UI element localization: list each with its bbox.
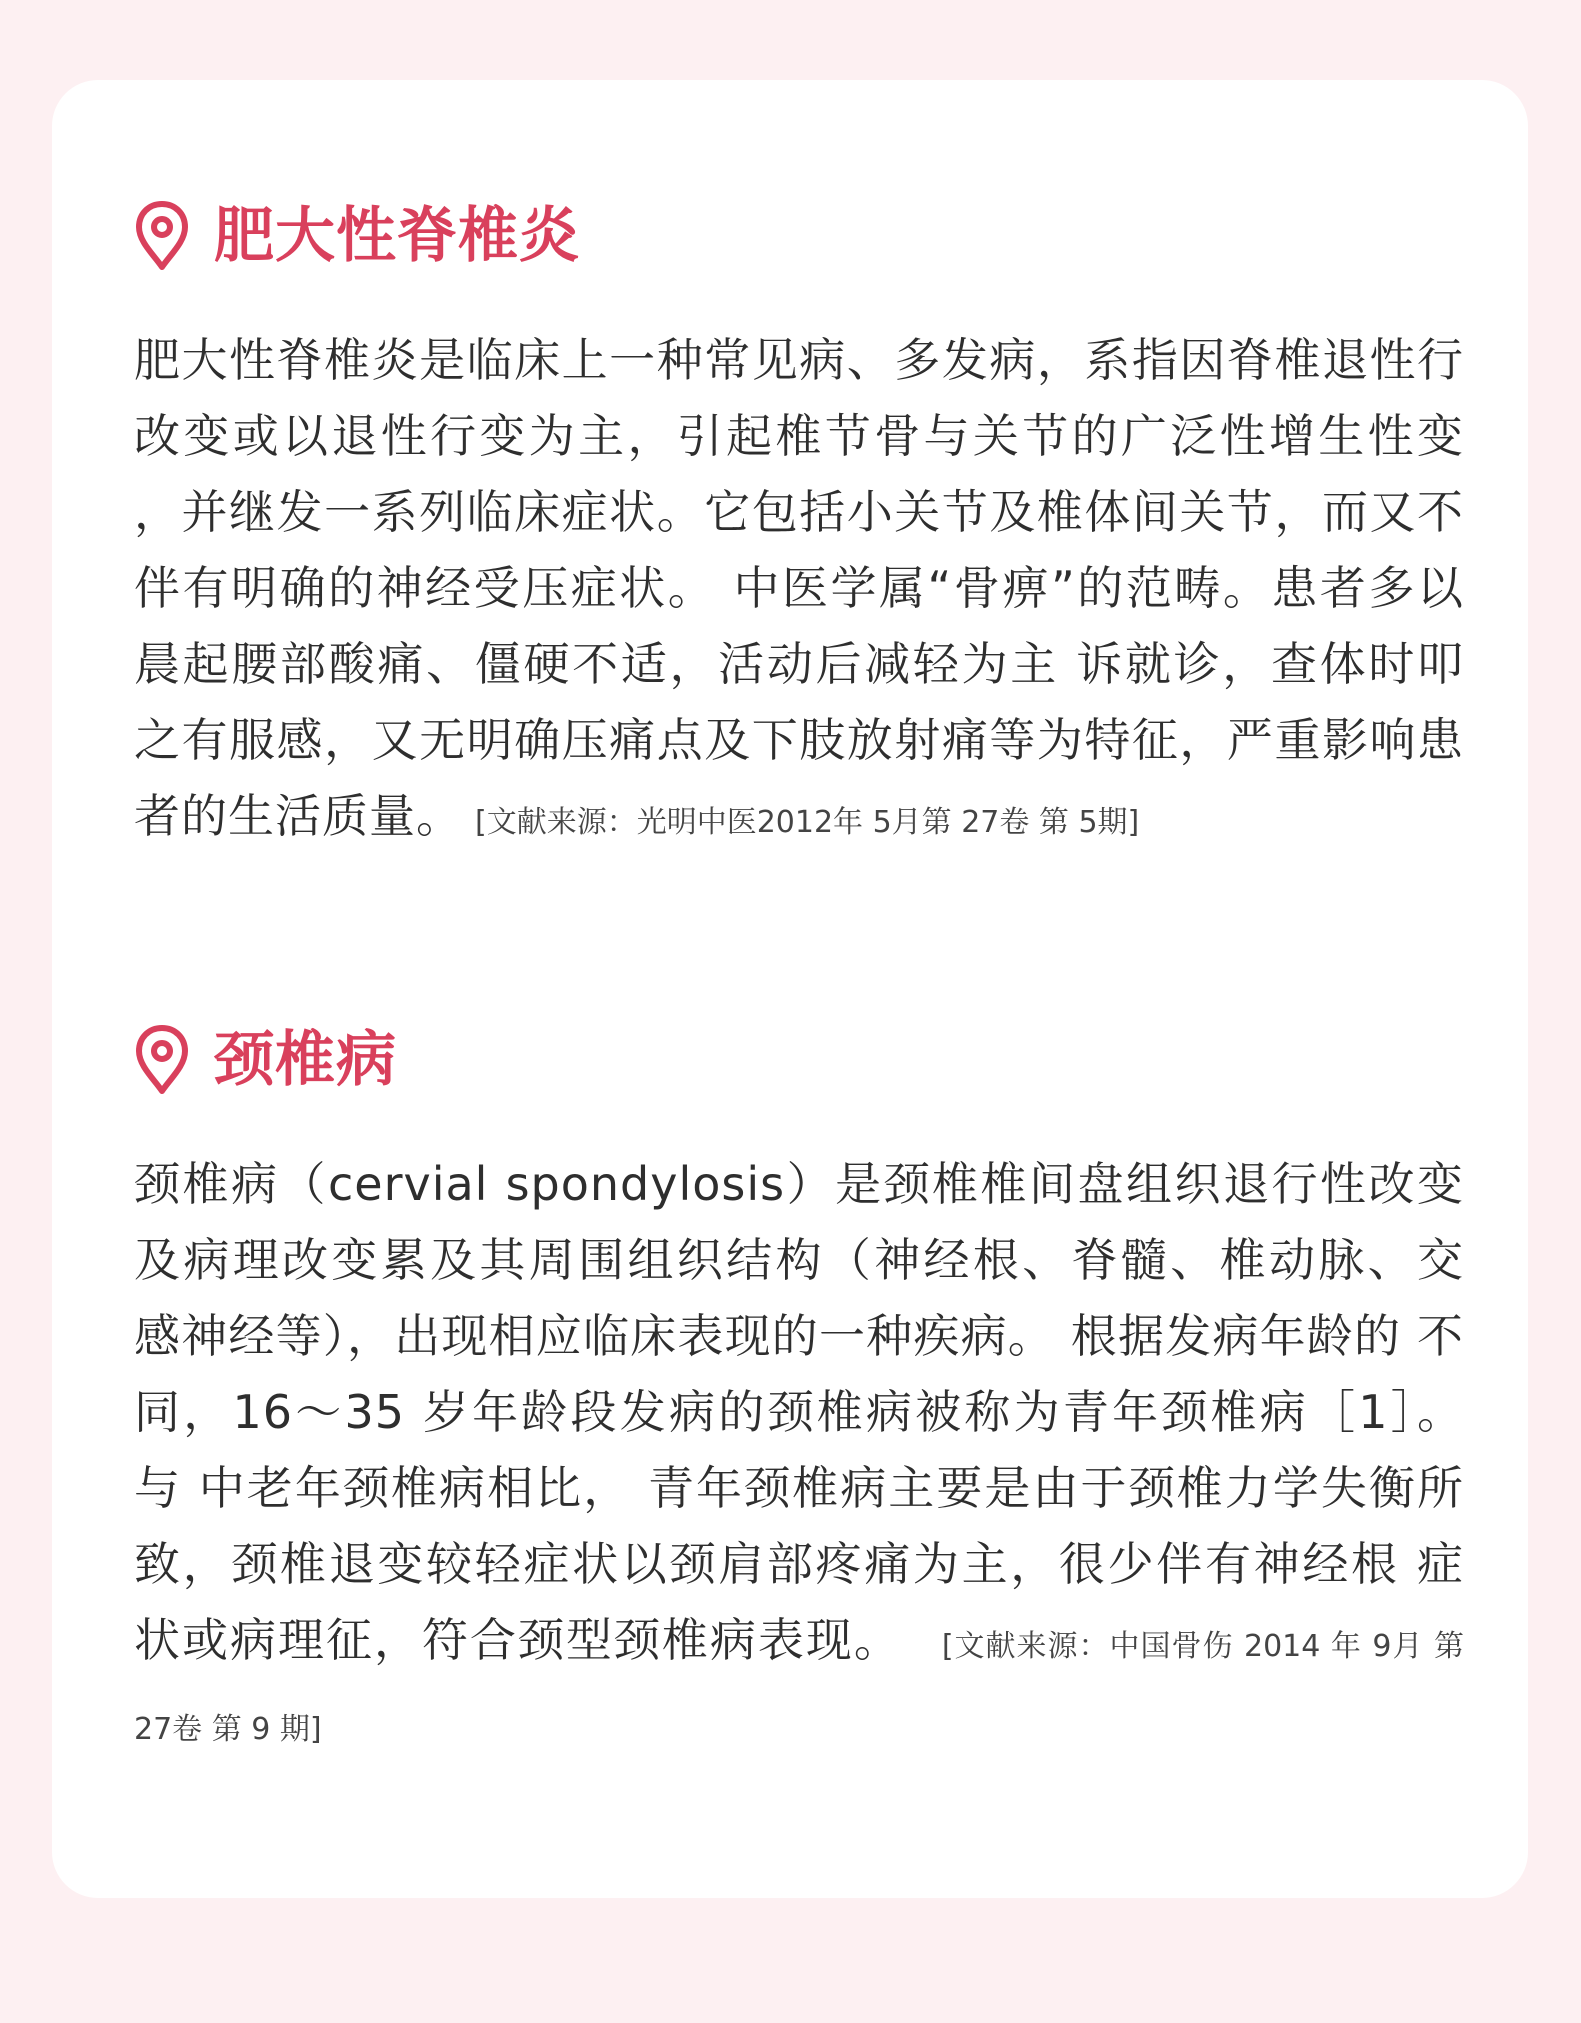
- section-source-citation: [文献来源：光明中医2012年 5月第 27卷 第 5期]: [475, 805, 1140, 840]
- content-card: [52, 80, 1528, 1898]
- section-body-text: 颈椎病（cervial spondylosis）是颈椎椎间盘组织退行性改变及病理改变累及其周围组织结构（神经根、脊髓、椎动脉、交 感神经等），出现相应临床表现的一种疾病。 根据发病年龄的 不同，16～35 岁年龄段发病的颈椎病被称为青年颈椎病［1］。 与 中老年颈椎病相比， 青年颈椎病主要是由于颈椎力学失衡所 致，颈椎退变较轻症状以颈肩部疼痛为主，很少伴有神经根 症状或病理征，符合颈型颈椎病表现。: [134, 1157, 1464, 1667]
- section-title: 颈椎病: [214, 1025, 397, 1095]
- section-hypertrophic-spondylitis: [134, 196, 1464, 861]
- section-heading: [134, 1020, 1464, 1100]
- section-title: 肥大性脊椎炎: [214, 201, 580, 271]
- section-heading: [134, 196, 1464, 276]
- section-body: [134, 322, 1464, 861]
- section-body: [134, 1146, 1464, 1768]
- section-source-citation: [文献来源：中国骨伤 2014 年 9月 第27卷 第 9 期]: [134, 1629, 1464, 1747]
- section-body-text: 肥大性脊椎炎是临床上一种常见病、多发病，系指因脊椎退性行改变或以退性行变为主，引起椎节骨与关节的广泛性增生性变 ，并继发一系列临床症状。它包括小关节及椎体间关节，而又不伴有明确的神经受压症状。 中医学属“骨痹”的范畴。患者多以晨起腰部酸痛、僵硬不适，活动后减轻为主 诉就诊，查体时叩之有服感，又无明确压痛点及下肢放射痛等为特征，严重影响患者的生活质量。: [134, 333, 1464, 843]
- location-pin-icon: [134, 200, 190, 272]
- location-pin-icon: [134, 1024, 190, 1096]
- section-cervical-spondylosis: [134, 1020, 1464, 1768]
